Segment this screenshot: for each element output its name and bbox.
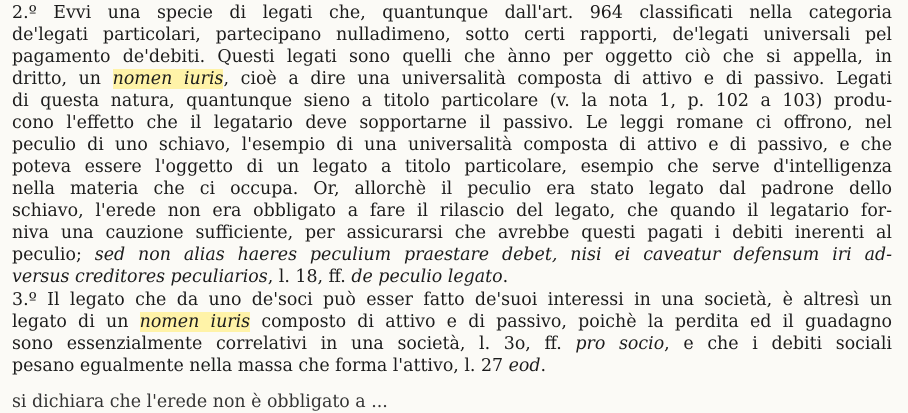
highlighted-term: nomen iuris (139, 312, 251, 332)
text-span: , l. 18, ff. (267, 267, 352, 287)
text-line (12, 200, 892, 222)
text-span: . (502, 267, 509, 287)
text-line (12, 46, 892, 68)
text-line (12, 266, 892, 288)
text-span: peculio di uno schiavo, l'esempio di una universalità composta di attivo e di passivo, e che (12, 135, 892, 155)
text-span: 2.º Evvi una specie di legati che, quantunque dall'art. 964 classificati nella categoria (12, 3, 892, 23)
text-span: pesano egualmente nella massa che forma l'attivo, l. 27 (12, 356, 509, 376)
text-line (12, 355, 892, 377)
text-span: nella materia che ci occupa. Or, allorchè il peculio era stato legato dal padrone dello (12, 179, 892, 199)
text-span: 3.º Il legato che da uno de'soci può esser fatto de'suoi interessi in una società, è altresì un (12, 290, 892, 310)
text-span: . (540, 356, 547, 376)
text-span: cono l'effetto che il legatario deve sopportarne il passivo. Le leggi romane ci offrono, nel (12, 113, 892, 133)
italic-citation: de peculio legato (351, 267, 503, 287)
text-line (12, 311, 892, 333)
text-span: de'legati particolari, partecipano nulladimeno, sotto certi rapporti, de'legati universali pel (12, 25, 892, 45)
text-line (12, 156, 892, 178)
text-line (12, 333, 892, 355)
text-line (12, 68, 892, 90)
text-line (12, 244, 892, 266)
italic-citation: pro socio (575, 334, 665, 354)
text-line (12, 178, 892, 200)
text-line (12, 24, 892, 46)
highlighted-term: nomen iuris (112, 69, 224, 89)
text-line (12, 134, 892, 156)
text-span: schiavo, l'erede non era obbligato a fare il rilascio del legato, che quando il legatario for- (12, 201, 892, 221)
text-span: si dichiara che l'erede non è obbligato a ... (12, 392, 388, 412)
italic-citation: eod (508, 356, 541, 376)
text-span: sono essenzialmente correlativi in una società, l. 3o, ff. (12, 334, 576, 354)
text-span: dritto, un (12, 69, 113, 89)
text-span: legato di un (12, 312, 140, 332)
text-span: composto di attivo e di passivo, poichè la perdita ed il guadagno (250, 312, 892, 332)
text-span: , cioè a dire una universalità composta di attivo e di passivo. Legati (223, 69, 892, 89)
text-span: pagamento de'debiti. Questi legati sono quelli che ànno per oggetto ciò che si appella, in (12, 47, 892, 67)
text-line (12, 2, 892, 24)
text-line (12, 222, 892, 244)
text-span: peculio; (12, 245, 95, 265)
text-span: , e che i debiti sociali (664, 334, 892, 354)
text-line (12, 112, 892, 134)
text-span: niva una cauzione sufficiente, per assicurarsi che avrebbe questi pagati i debiti inerenti al (12, 223, 892, 243)
italic-quote: versus creditores peculiarios (12, 267, 268, 287)
cut-off-line (12, 391, 892, 412)
text-span: di questa natura, quantunque sieno a titolo particolare (v. la nota 1, p. 102 a 103) produ- (12, 91, 892, 111)
italic-quote: sed non alias haeres peculium praestare debet, nisi ei caveatur defensum iri ad- (94, 245, 892, 265)
text-line (12, 289, 892, 311)
text-line (12, 90, 892, 112)
text-span: poteva essere l'oggetto di un legato a titolo particolare, esempio che serve d'intelligenza (12, 157, 892, 177)
